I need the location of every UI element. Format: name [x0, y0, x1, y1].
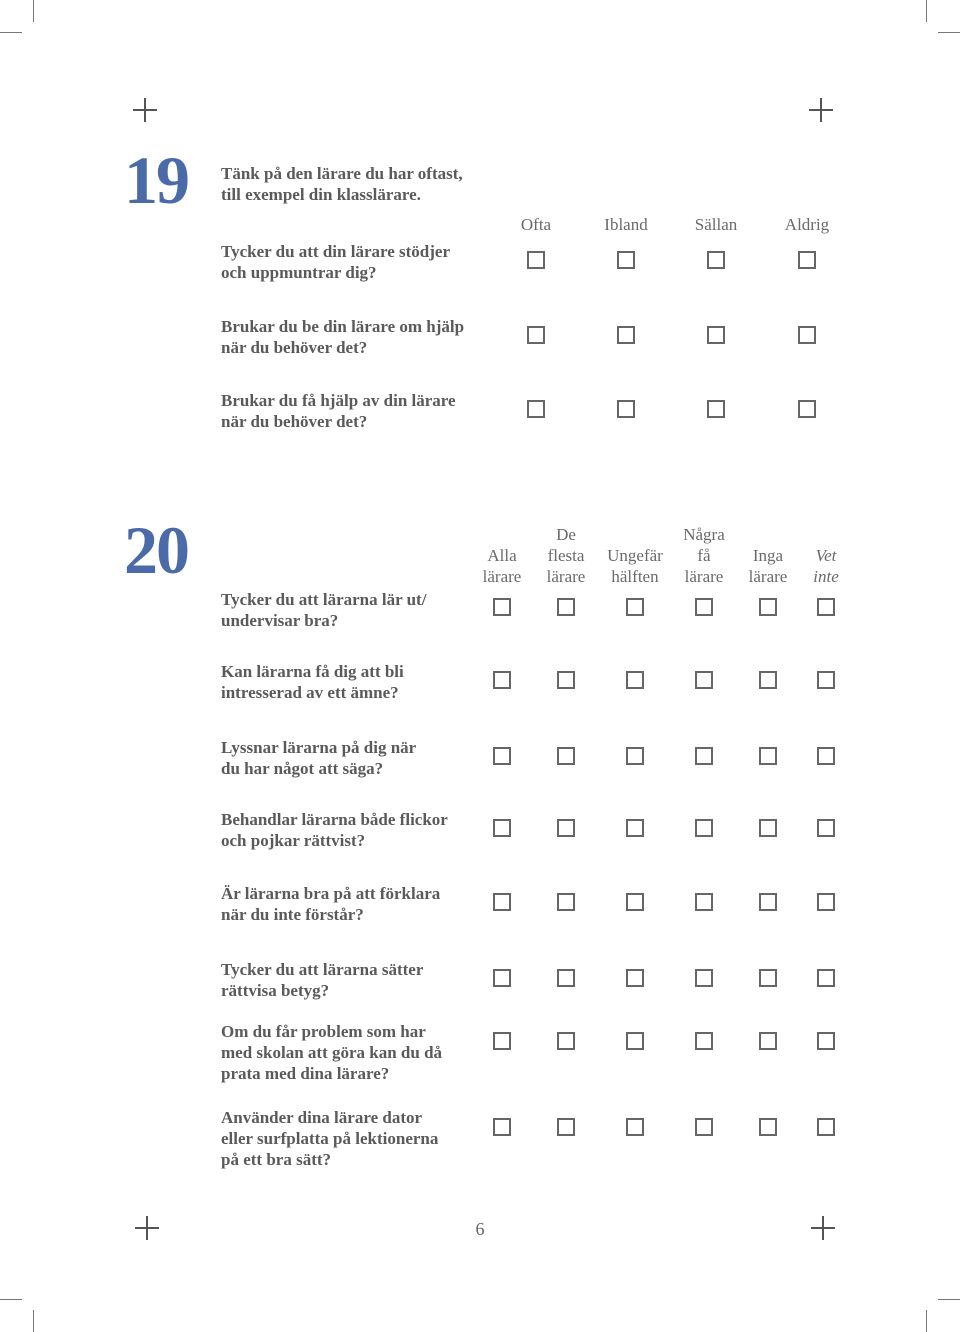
- answer-checkbox[interactable]: [617, 251, 635, 269]
- answer-checkbox[interactable]: [695, 747, 713, 765]
- answer-checkbox[interactable]: [759, 671, 777, 689]
- answer-checkbox[interactable]: [707, 400, 725, 418]
- registration-mark-icon: [133, 98, 157, 122]
- answer-checkbox[interactable]: [626, 819, 644, 837]
- question-text: Tycker du att lärarna sätter rättvisa betyg?: [221, 960, 424, 1000]
- answer-option-label: Aldrig: [784, 215, 830, 234]
- answer-option-label: De flesta lärare: [546, 525, 586, 586]
- answer-checkbox[interactable]: [626, 598, 644, 616]
- answer-checkbox[interactable]: [695, 893, 713, 911]
- registration-mark-icon: [811, 1216, 835, 1240]
- question-number: 20: [124, 512, 188, 588]
- crop-mark: [33, 1310, 34, 1332]
- answer-checkbox[interactable]: [493, 819, 511, 837]
- answer-checkbox[interactable]: [817, 1032, 835, 1050]
- question-text: Lyssnar lärarna på dig när du har något att säga?: [221, 738, 417, 778]
- question-text: Brukar du be din lärare om hjälp när du behöver det?: [221, 317, 465, 357]
- answer-option-label: Inga lärare: [748, 546, 788, 586]
- answer-checkbox[interactable]: [527, 400, 545, 418]
- answer-checkbox[interactable]: [626, 1032, 644, 1050]
- answer-option-label: Ibland: [604, 215, 648, 234]
- question-text: Brukar du få hjälp av din lärare när du behöver det?: [221, 391, 456, 431]
- answer-checkbox[interactable]: [695, 1118, 713, 1136]
- answer-checkbox[interactable]: [759, 969, 777, 987]
- answer-checkbox[interactable]: [493, 893, 511, 911]
- question-text: Är lärarna bra på att förklara när du inte förstår?: [221, 884, 441, 924]
- answer-checkbox[interactable]: [557, 671, 575, 689]
- question-text: Tycker du att lärarna lär ut/ undervisar bra?: [221, 590, 427, 630]
- answer-checkbox[interactable]: [817, 747, 835, 765]
- answer-checkbox[interactable]: [557, 1032, 575, 1050]
- answer-checkbox[interactable]: [527, 326, 545, 344]
- question-intro: Tänk på den lärare du har oftast, till exempel din klasslärare.: [221, 164, 463, 204]
- crop-mark: [0, 32, 22, 33]
- question-text: Om du får problem som har med skolan att göra kan du då prata med dina lärare?: [221, 1022, 443, 1083]
- answer-checkbox[interactable]: [695, 969, 713, 987]
- crop-mark: [33, 0, 34, 22]
- crop-mark: [938, 32, 960, 33]
- answer-checkbox[interactable]: [759, 747, 777, 765]
- answer-checkbox[interactable]: [707, 326, 725, 344]
- registration-mark-icon: [809, 98, 833, 122]
- answer-checkbox[interactable]: [798, 400, 816, 418]
- answer-checkbox[interactable]: [493, 747, 511, 765]
- answer-checkbox[interactable]: [557, 747, 575, 765]
- answer-checkbox[interactable]: [626, 1118, 644, 1136]
- answer-checkbox[interactable]: [695, 1032, 713, 1050]
- crop-mark: [938, 1299, 960, 1300]
- answer-checkbox[interactable]: [557, 893, 575, 911]
- answer-checkbox[interactable]: [759, 1032, 777, 1050]
- question-text: Använder dina lärare dator eller surfplatta på lektionerna på ett bra sätt?: [221, 1108, 439, 1169]
- answer-checkbox[interactable]: [759, 893, 777, 911]
- answer-option-label: Vet inte: [813, 546, 839, 586]
- question-text: Behandlar lärarna både flickor och pojkar rättvist?: [221, 810, 448, 850]
- answer-checkbox[interactable]: [557, 969, 575, 987]
- answer-checkbox[interactable]: [817, 1118, 835, 1136]
- answer-checkbox[interactable]: [817, 598, 835, 616]
- answer-checkbox[interactable]: [798, 326, 816, 344]
- answer-checkbox[interactable]: [493, 1118, 511, 1136]
- crop-mark: [926, 0, 927, 22]
- answer-option-label: Ofta: [520, 215, 552, 234]
- answer-checkbox[interactable]: [557, 819, 575, 837]
- answer-checkbox[interactable]: [817, 893, 835, 911]
- answer-checkbox[interactable]: [817, 819, 835, 837]
- answer-checkbox[interactable]: [759, 598, 777, 616]
- answer-checkbox[interactable]: [817, 969, 835, 987]
- answer-checkbox[interactable]: [695, 819, 713, 837]
- answer-checkbox[interactable]: [626, 893, 644, 911]
- answer-checkbox[interactable]: [798, 251, 816, 269]
- answer-checkbox[interactable]: [527, 251, 545, 269]
- crop-mark: [0, 1299, 22, 1300]
- answer-checkbox[interactable]: [759, 1118, 777, 1136]
- registration-mark-icon: [135, 1216, 159, 1240]
- question-number: 19: [124, 142, 188, 218]
- question-text: Kan lärarna få dig att bli intresserad av ett ämne?: [221, 662, 404, 702]
- answer-checkbox[interactable]: [707, 251, 725, 269]
- answer-checkbox[interactable]: [626, 671, 644, 689]
- answer-checkbox[interactable]: [557, 1118, 575, 1136]
- answer-checkbox[interactable]: [557, 598, 575, 616]
- answer-option-label: Sällan: [694, 215, 738, 234]
- answer-checkbox[interactable]: [493, 598, 511, 616]
- question-text: Tycker du att din lärare stödjer och uppmuntrar dig?: [221, 242, 451, 282]
- page-number: 6: [475, 1219, 485, 1239]
- answer-checkbox[interactable]: [493, 1032, 511, 1050]
- answer-checkbox[interactable]: [617, 326, 635, 344]
- answer-checkbox[interactable]: [695, 671, 713, 689]
- answer-checkbox[interactable]: [817, 671, 835, 689]
- answer-option-label: Några få lärare: [683, 525, 725, 586]
- answer-checkbox[interactable]: [493, 671, 511, 689]
- answer-checkbox[interactable]: [617, 400, 635, 418]
- answer-option-label: Alla lärare: [482, 546, 522, 586]
- answer-checkbox[interactable]: [493, 969, 511, 987]
- answer-checkbox[interactable]: [695, 598, 713, 616]
- answer-checkbox[interactable]: [626, 969, 644, 987]
- answer-option-label: Ungefär hälften: [607, 546, 663, 586]
- answer-checkbox[interactable]: [759, 819, 777, 837]
- answer-checkbox[interactable]: [626, 747, 644, 765]
- crop-mark: [926, 1310, 927, 1332]
